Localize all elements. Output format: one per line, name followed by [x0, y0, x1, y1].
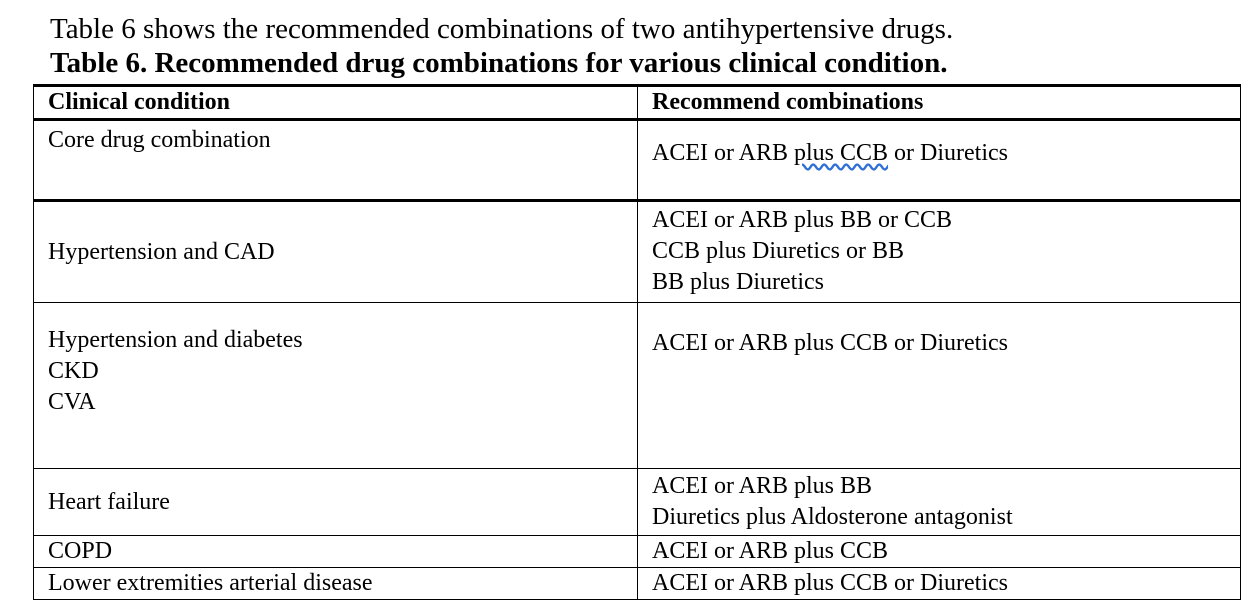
condition-cell	[34, 201, 638, 303]
combination-line: ACEI or ARB plus BB	[652, 473, 873, 499]
table-row	[34, 303, 1241, 469]
condition-cell	[34, 469, 638, 536]
combination-cell	[638, 568, 1241, 600]
table-row	[34, 201, 1241, 303]
intro-sentence: Table 6 shows the recommended combinations of two antihypertensive drugs.	[50, 13, 954, 45]
table-row	[34, 469, 1241, 536]
condition-line: CKD	[48, 358, 99, 384]
combination-line	[652, 138, 1226, 169]
combination-line: ACEI or ARB plus CCB or Diuretics	[652, 330, 1009, 356]
combination-cell	[638, 536, 1241, 568]
header-recommend-combinations: Recommend combinations	[638, 86, 1241, 120]
drug-combination-table	[33, 84, 1241, 600]
condition-line: Hypertension and CAD	[48, 238, 275, 265]
combination-line: ACEI or ARB plus CCB or Diuretics	[652, 570, 1009, 596]
table-caption: Table 6. Recommended drug combinations for various clinical condition.	[50, 47, 948, 79]
combination-text: ACEI or ARB	[652, 140, 795, 166]
spellcheck-marked-text: plus CCB	[794, 140, 889, 166]
combination-line: ACEI or ARB plus BB or CCB	[652, 207, 953, 233]
combination-cell	[638, 201, 1241, 303]
condition-line: Heart failure	[48, 488, 170, 515]
condition-cell	[34, 536, 638, 568]
condition-line: COPD	[48, 538, 113, 564]
combination-line: CCB plus Diuretics or BB	[652, 238, 905, 264]
combination-line: Diuretics plus Aldosterone antagonist	[652, 504, 1013, 530]
combination-line: ACEI or ARB plus CCB	[652, 538, 889, 564]
condition-line: CVA	[48, 389, 96, 415]
header-clinical-condition: Clinical condition	[34, 86, 638, 120]
condition-line: Hypertension and diabetes	[48, 327, 303, 353]
table-row	[34, 568, 1241, 600]
condition-line: Lower extremities arterial disease	[48, 570, 373, 596]
table-header-row	[34, 86, 1241, 120]
table-row	[34, 536, 1241, 568]
combination-cell	[638, 120, 1241, 201]
table-row	[34, 120, 1241, 201]
combination-text: or Diuretics	[888, 140, 1009, 166]
combination-cell	[638, 469, 1241, 536]
combination-line: BB plus Diuretics	[652, 269, 824, 295]
condition-cell	[34, 568, 638, 600]
condition-cell	[34, 303, 638, 469]
condition-cell	[34, 120, 638, 201]
combination-cell	[638, 303, 1241, 469]
condition-line: Core drug combination	[48, 127, 271, 153]
